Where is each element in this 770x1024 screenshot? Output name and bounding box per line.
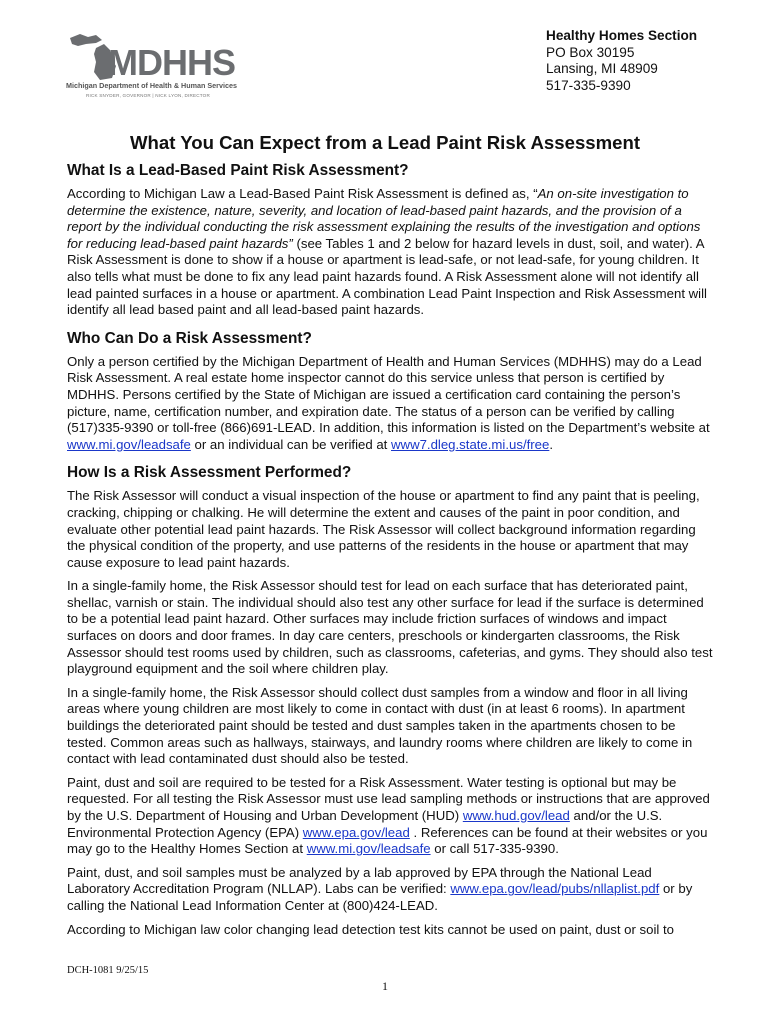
paragraph-what [67, 186, 717, 319]
text-span: (see Tables 1 and 2 below for hazard levels in dust, soil, and water). A Risk Assessment is done to show if a house or apartment is lead-safe, or not lead-safe, for young children. It also tells what must be done to fix any lead paint hazards found. A Risk Assessment alone will not identify all lead painted surfaces in a house or apartment. A combination Lead Paint Inspection and Risk Assessment will identify all lead based paint and all lead-based paint hazards. [67, 235, 707, 318]
section-who [67, 329, 717, 454]
link-hud-lead[interactable]: www.hud.gov/lead [462, 808, 570, 823]
paragraph-how-4 [67, 775, 717, 858]
address-po-box: PO Box 30195 [546, 44, 635, 60]
paragraph-who [67, 354, 717, 454]
legal-definition: An on-site investigation to determine the existence, nature, severity, and location of lead-based paint hazards, and the provision of a report by the individual conducting the risk assessment explaining the results of the investigation and options for reducing lead-based paint hazards” [67, 186, 701, 251]
text-span: According to Michigan Law a Lead-Based Paint Risk Assessment is defined as, “ [67, 186, 538, 201]
logo-department: Michigan Department of Health & Human Services [66, 81, 237, 90]
document-body [67, 161, 717, 948]
paragraph-how-2: In a single-family home, the Risk Assessor should test for lead on each surface that has deteriorated paint, shellac, varnish or stain. The individual should also test any other surface for lead if the surface is determined to be a potential lead paint hazard. Other surfaces may include friction surfaces of windows and impact surfaces on doors and door frames. In day care centers, preschools or kindergarten classrooms, the Risk Assessor should test rooms used by children, such as classrooms, cafeterias, and gyms. They should also test playground equipment and the soil where children play. [67, 578, 713, 677]
page-number: 1 [382, 979, 388, 993]
link-epa-lead[interactable]: www.epa.gov/lead [302, 824, 410, 840]
text-span: or by calling the National Lead Information Center at (800)424-LEAD. [67, 881, 693, 913]
text-span: . [549, 436, 554, 452]
section-what [67, 161, 717, 319]
section-how [67, 463, 717, 938]
text-span: Paint, dust, and soil samples must be analyzed by a lab approved by EPA through the National Lead Laboratory Accreditation Program (NLLAP). Labs can be verified: [67, 864, 652, 897]
paragraph-how-6: According to Michigan law color changing lead detection test kits cannot be used on paint, dust or soil to [67, 921, 674, 937]
link-mi-leadsafe-2[interactable]: www.mi.gov/leadsafe [306, 841, 431, 857]
text-span: . References can be found at their websites or you may go to the Healthy Homes Section at [67, 824, 708, 857]
logo-wordmark: MDHHS [108, 42, 235, 83]
heading-what: What Is a Lead-Based Paint Risk Assessment? [67, 162, 409, 179]
link-dleg-free[interactable]: www7.dleg.state.mi.us/free [391, 436, 550, 452]
text-span: or an individual can be verified at [190, 436, 392, 452]
text-span: and/or the U.S. Environmental Protection Agency (EPA) [67, 808, 663, 840]
heading-how: How Is a Risk Assessment Performed? [67, 464, 352, 482]
address-phone: 517-335-9390 [546, 77, 631, 93]
address-city: Lansing, MI 48909 [546, 61, 658, 77]
paragraph-how-5 [67, 865, 717, 915]
text-span: or call 517-335-9390. [430, 841, 559, 857]
heading-who: Who Can Do a Risk Assessment? [67, 329, 312, 347]
link-nllap-list[interactable]: www.epa.gov/lead/pubs/nllaplist.pdf [450, 881, 660, 897]
link-mi-leadsafe[interactable]: www.mi.gov/leadsafe [67, 436, 191, 452]
paragraph-how-3: In a single-family home, the Risk Assessor should collect dust samples from a window and floor in all living areas where young children are most likely to come in contact with dust (in at least 6 rooms). In apartment buildings the deteriorated paint should be tested and dust samples taken in the apartments chosen to be tested. Common areas such as hallways, stairways, and laundry rooms where children are likely to come in contact with lead contaminated dust should also be tested. [67, 684, 693, 767]
address-block [546, 28, 697, 94]
text-span: Paint, dust and soil are required to be tested for a Risk Assessment. Water testing is optional but may be requested. For all testing the Risk Assessor must use lead sampling methods or instructions that are approved by the U.S. Department of Housing and Urban Development (HUD) [67, 774, 710, 823]
paragraph-how-1: The Risk Assessor will conduct a visual inspection of the house or apartment to find any paint that is peeling, cracking, chipping or chalking. He will determine the extent and causes of the paint in poor condition, and evaluate other potential lead paint hazards. The Risk Assessor will collect background information regarding the physical condition of the property, and use patterns of the residents in the house or apartment that may cause exposure to lead paint hazards. [67, 488, 700, 570]
mdhhs-logo [64, 28, 237, 106]
form-code: DCH-1081 9/25/15 [67, 965, 149, 976]
logo-governor-line: RICK SNYDER, GOVERNOR | NICK LYON, DIRECTOR [86, 93, 210, 98]
document-title: What You Can Expect from a Lead Paint Risk Assessment [129, 132, 641, 153]
text-span: Only a person certified by the Michigan Department of Health and Human Services (MDHHS) may do a Lead Risk Assessment. A real estate home inspector cannot do this service unless that person is certified by MDHHS. Persons certified by the State of Michigan are issued a certification card containing the person’s picture, name, certification number, and expiration date. The status of a person can be verified by calling (517)335-9390 or toll-free (866)691-LEAD. In addition, this information is listed on the Department’s website at [67, 353, 710, 436]
address-section: Healthy Homes Section [546, 28, 698, 43]
